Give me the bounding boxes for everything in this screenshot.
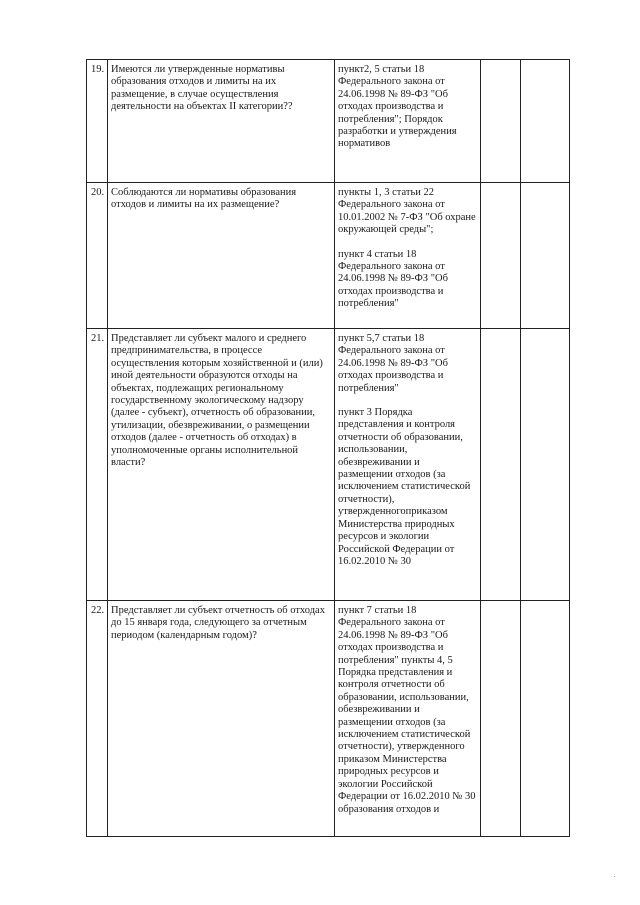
table-row — [87, 60, 570, 183]
checklist-table — [86, 59, 570, 837]
question-cell: Представляет ли субъект отчетность об отходах до 15 января года, следующего за отчетным периодом (календарным годом)? — [108, 601, 335, 837]
reference-text: пункт 7 статьи 18 Федерального закона от 24.06.1998 № 89-ФЗ "Об отходах производства и потребления" пункты 4, 5 Порядка представления и контроля отчетности об образовании, использовании, обезвреживании и размещении отходов (за исключением статистической отчетности), утвержденного приказом Министерства природных ресурсов и экологии Российской Федерации от 16.02.2010 № 30 образования отходов и — [338, 605, 476, 815]
row-number: 22. — [87, 601, 108, 837]
row-number: 20. — [87, 183, 108, 329]
table-row — [87, 183, 570, 329]
table-row — [87, 601, 570, 837]
empty-cell — [481, 329, 521, 601]
empty-cell — [521, 601, 570, 837]
row-number: 21. — [87, 329, 108, 601]
empty-cell — [481, 183, 521, 329]
scan-speck — [614, 876, 615, 877]
reference-cell — [335, 601, 481, 837]
reference-text: пункт 3 Порядка представления и контроля отчетности об образовании, использовании, обезвреживании и размещении отходов (за исключением статистической отчетности), утвержденногоприказом Министерства природных ресурсов и экологии Российской Федерации от 16.02.2010 № 30 — [338, 407, 471, 567]
empty-cell — [521, 329, 570, 601]
empty-cell — [521, 183, 570, 329]
reference-text: пункт 5,7 статьи 18 Федерального закона от 24.06.1998 № 89-ФЗ "Об отходах производства и потребления" — [338, 333, 448, 394]
reference-cell — [335, 329, 481, 601]
reference-text: пункты 1, 3 статьи 22 Федерального закона от 10.01.2002 № 7-ФЗ "Об охране окружающей среды"; — [338, 187, 476, 236]
reference-cell — [335, 60, 481, 183]
table-row — [87, 329, 570, 601]
question-cell: Соблюдаются ли нормативы образования отходов и лимиты на их размещение? — [108, 183, 335, 329]
reference-text: пункт2, 5 статьи 18 Федерального закона от 24.06.1998 № 89-ФЗ "Об отходах производства и потребления"; Порядок разработки и утверждения нормативов — [338, 64, 457, 150]
question-cell: Имеются ли утвержденные нормативы образования отходов и лимиты на их размещение, в случае осуществления деятельности на объектах II категории?? — [108, 60, 335, 183]
reference-text: пункт 4 статьи 18 Федерального закона от 24.06.1998 № 89-ФЗ "Об отходах производства и потребления" — [338, 248, 448, 310]
empty-cell — [481, 60, 521, 183]
empty-cell — [521, 60, 570, 183]
question-cell: Представляет ли субъект малого и среднего предпринимательства, в процессе осуществления которым хозяйственной и (или) иной деятельности образуются отходы на объектах, подлежащих региональному государственному экологическому надзору (далее - субъект), отчетность об образовании, утилизации, обезвреживании, о размещении отходов (далее - отчетность об отходах) в уполномоченные органы исполнительной власти? — [108, 329, 335, 601]
reference-cell — [335, 183, 481, 329]
row-number: 19. — [87, 60, 108, 183]
empty-cell — [481, 601, 521, 837]
